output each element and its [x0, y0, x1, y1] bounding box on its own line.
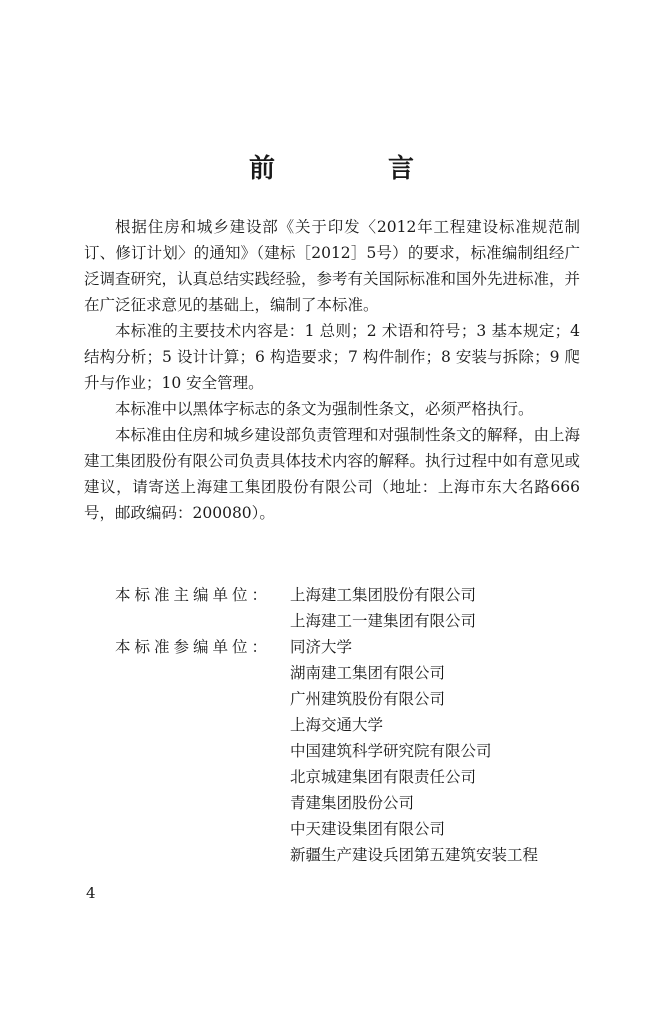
- list-item: 中天建设集团有限公司: [290, 820, 446, 838]
- list-item: 上海建工一建集团有限公司: [290, 612, 477, 630]
- preface-body: [84, 214, 580, 526]
- list-item: 广州建筑股份有限公司: [290, 690, 446, 708]
- list-item: 中国建筑科学研究院有限公司: [290, 742, 492, 760]
- paragraph-mandatory: 本标准中以黑体字标志的条文为强制性条文，必须严格执行。: [115, 400, 534, 418]
- list-item: 湖南建工集团有限公司: [290, 664, 446, 682]
- chief-units-label: 本标准主编单位：: [115, 586, 272, 604]
- list-item: 青建集团股份公司: [290, 794, 415, 812]
- units-section: [84, 582, 580, 868]
- list-item: 上海建工集团股份有限公司: [290, 586, 477, 604]
- page-title: 前 言: [248, 154, 467, 184]
- participating-units-label: 本标准参编单位：: [115, 638, 272, 656]
- page-number: 4: [86, 884, 96, 902]
- list-item: 新疆生产建设兵团第五建筑安装工程: [290, 846, 539, 864]
- paragraph-contents: 本标准的主要技术内容是：1 总则；2 术语和符号；3 基本规定；4 结构分析；5 设计计算；6 构造要求；7 构件制作；8 安装与拆除；9 爬升与作业；10 安全管理。: [84, 322, 580, 392]
- list-item: 上海交通大学: [290, 716, 384, 734]
- list-item: 同济大学: [290, 638, 353, 656]
- paragraph-management: 本标准由住房和城乡建设部负责管理和对强制性条文的解释，由上海建工集团股份有限公司负责具体技术内容的解释。执行过程中如有意见或建议，请寄送上海建工集团股份有限公司（地址：上海市东大名路666号，邮政编码：200080）。: [84, 426, 581, 522]
- list-item: 北京城建集团有限责任公司: [290, 768, 477, 786]
- chief-units-list: [290, 582, 580, 634]
- paragraph-background: 根据住房和城乡建设部《关于印发〈2012年工程建设标准规范制订、修订计划〉的通知》（建标［2012］5号）的要求，标准编制组经广泛调查研究，认真总结实践经验，参考有关国际标准和国外先进标准，并在广泛征求意见的基础上，编制了本标准。: [84, 218, 581, 314]
- participating-units-row: [84, 634, 580, 868]
- participating-units-list: [290, 634, 580, 868]
- chief-units-row: [84, 582, 580, 634]
